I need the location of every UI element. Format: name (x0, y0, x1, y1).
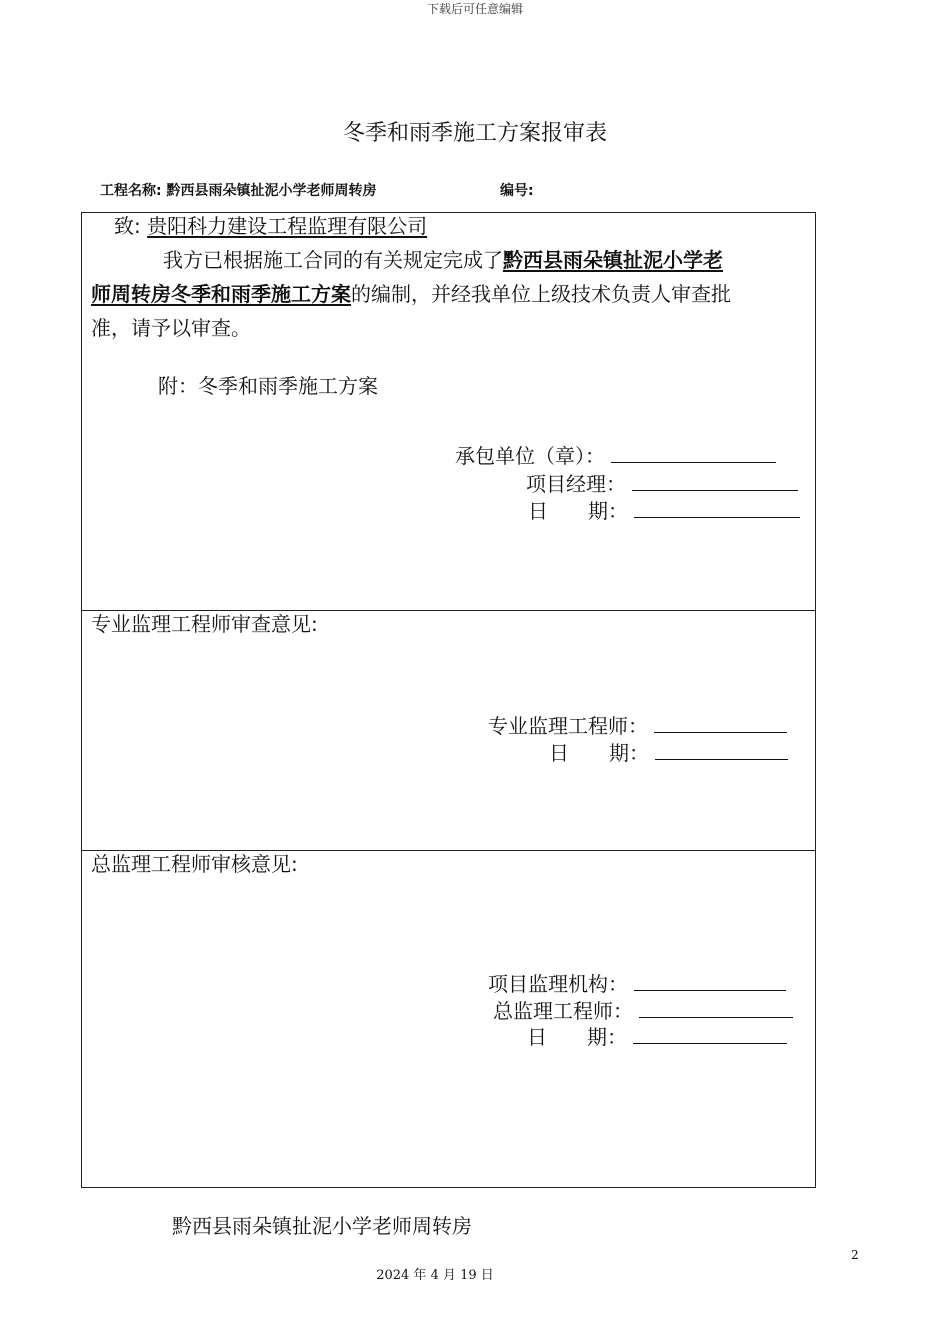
chief-row (493, 995, 793, 1024)
pm-label: 项目经理： (526, 472, 626, 496)
paragraph-bold-2: 师周转房冬季和雨季施工方案 (91, 282, 351, 306)
date-row-2 (549, 737, 788, 766)
date-blank-3 (633, 1025, 787, 1044)
header-note: 下载后可任意编辑 (426, 2, 523, 16)
footer-date: 2024 年 4 月 19 日 (376, 1268, 494, 1283)
pm-row (526, 468, 798, 497)
engineer-review-heading: 专业监理工程师审查意见: (91, 612, 318, 636)
org-row (488, 968, 786, 997)
date-blank-2 (655, 741, 788, 760)
to-company: 贵阳科力建设工程监理有限公司 (147, 214, 428, 238)
page-number: 2 (851, 1248, 859, 1262)
project-name: 黔西县雨朵镇扯泥小学老师周转房 (166, 183, 377, 199)
paragraph-line-2 (91, 278, 731, 307)
chief-review-heading: 总监理工程师审核意见: (91, 852, 298, 876)
date-row-3 (527, 1021, 787, 1050)
project-label: 工程名称: (100, 183, 162, 199)
page-title: 冬季和雨季施工方案报审表 (342, 121, 607, 146)
contractor-blank (611, 444, 776, 463)
paragraph-prefix: 我方已根据施工合同的有关规定完成了 (163, 248, 503, 272)
addressee-line (114, 210, 427, 239)
org-blank (634, 972, 786, 991)
engineer-label: 专业监理工程师： (488, 714, 648, 738)
date-blank-1 (634, 499, 800, 518)
engineer-row (488, 710, 787, 739)
attachment-line: 附：冬季和雨季施工方案 (158, 374, 378, 398)
chief-label: 总监理工程师： (493, 999, 633, 1023)
date-label-3: 日 期： (527, 1025, 627, 1049)
paragraph-line-3: 准，请予以审查。 (91, 316, 251, 340)
date-row-1 (528, 495, 800, 524)
paragraph-bold-1: 黔西县雨朵镇扯泥小学老 (503, 248, 723, 272)
date-label-2: 日 期： (549, 741, 649, 765)
footer-project-name: 黔西县雨朵镇扯泥小学老师周转房 (172, 1214, 472, 1238)
project-name-row (100, 180, 376, 200)
date-label-1: 日 期： (528, 499, 628, 523)
contractor-row (455, 440, 776, 469)
contractor-label: 承包单位（章）： (455, 444, 605, 468)
pm-blank (632, 472, 798, 491)
paragraph-suffix-1: 的编制，并经我单位上级技术负责人审查批 (351, 282, 731, 306)
to-label: 致: (114, 214, 141, 238)
paragraph-line-1 (163, 244, 723, 273)
engineer-blank (654, 714, 787, 733)
number-label: 编号: (500, 183, 534, 199)
chief-blank (639, 999, 793, 1018)
org-label: 项目监理机构： (488, 972, 628, 996)
